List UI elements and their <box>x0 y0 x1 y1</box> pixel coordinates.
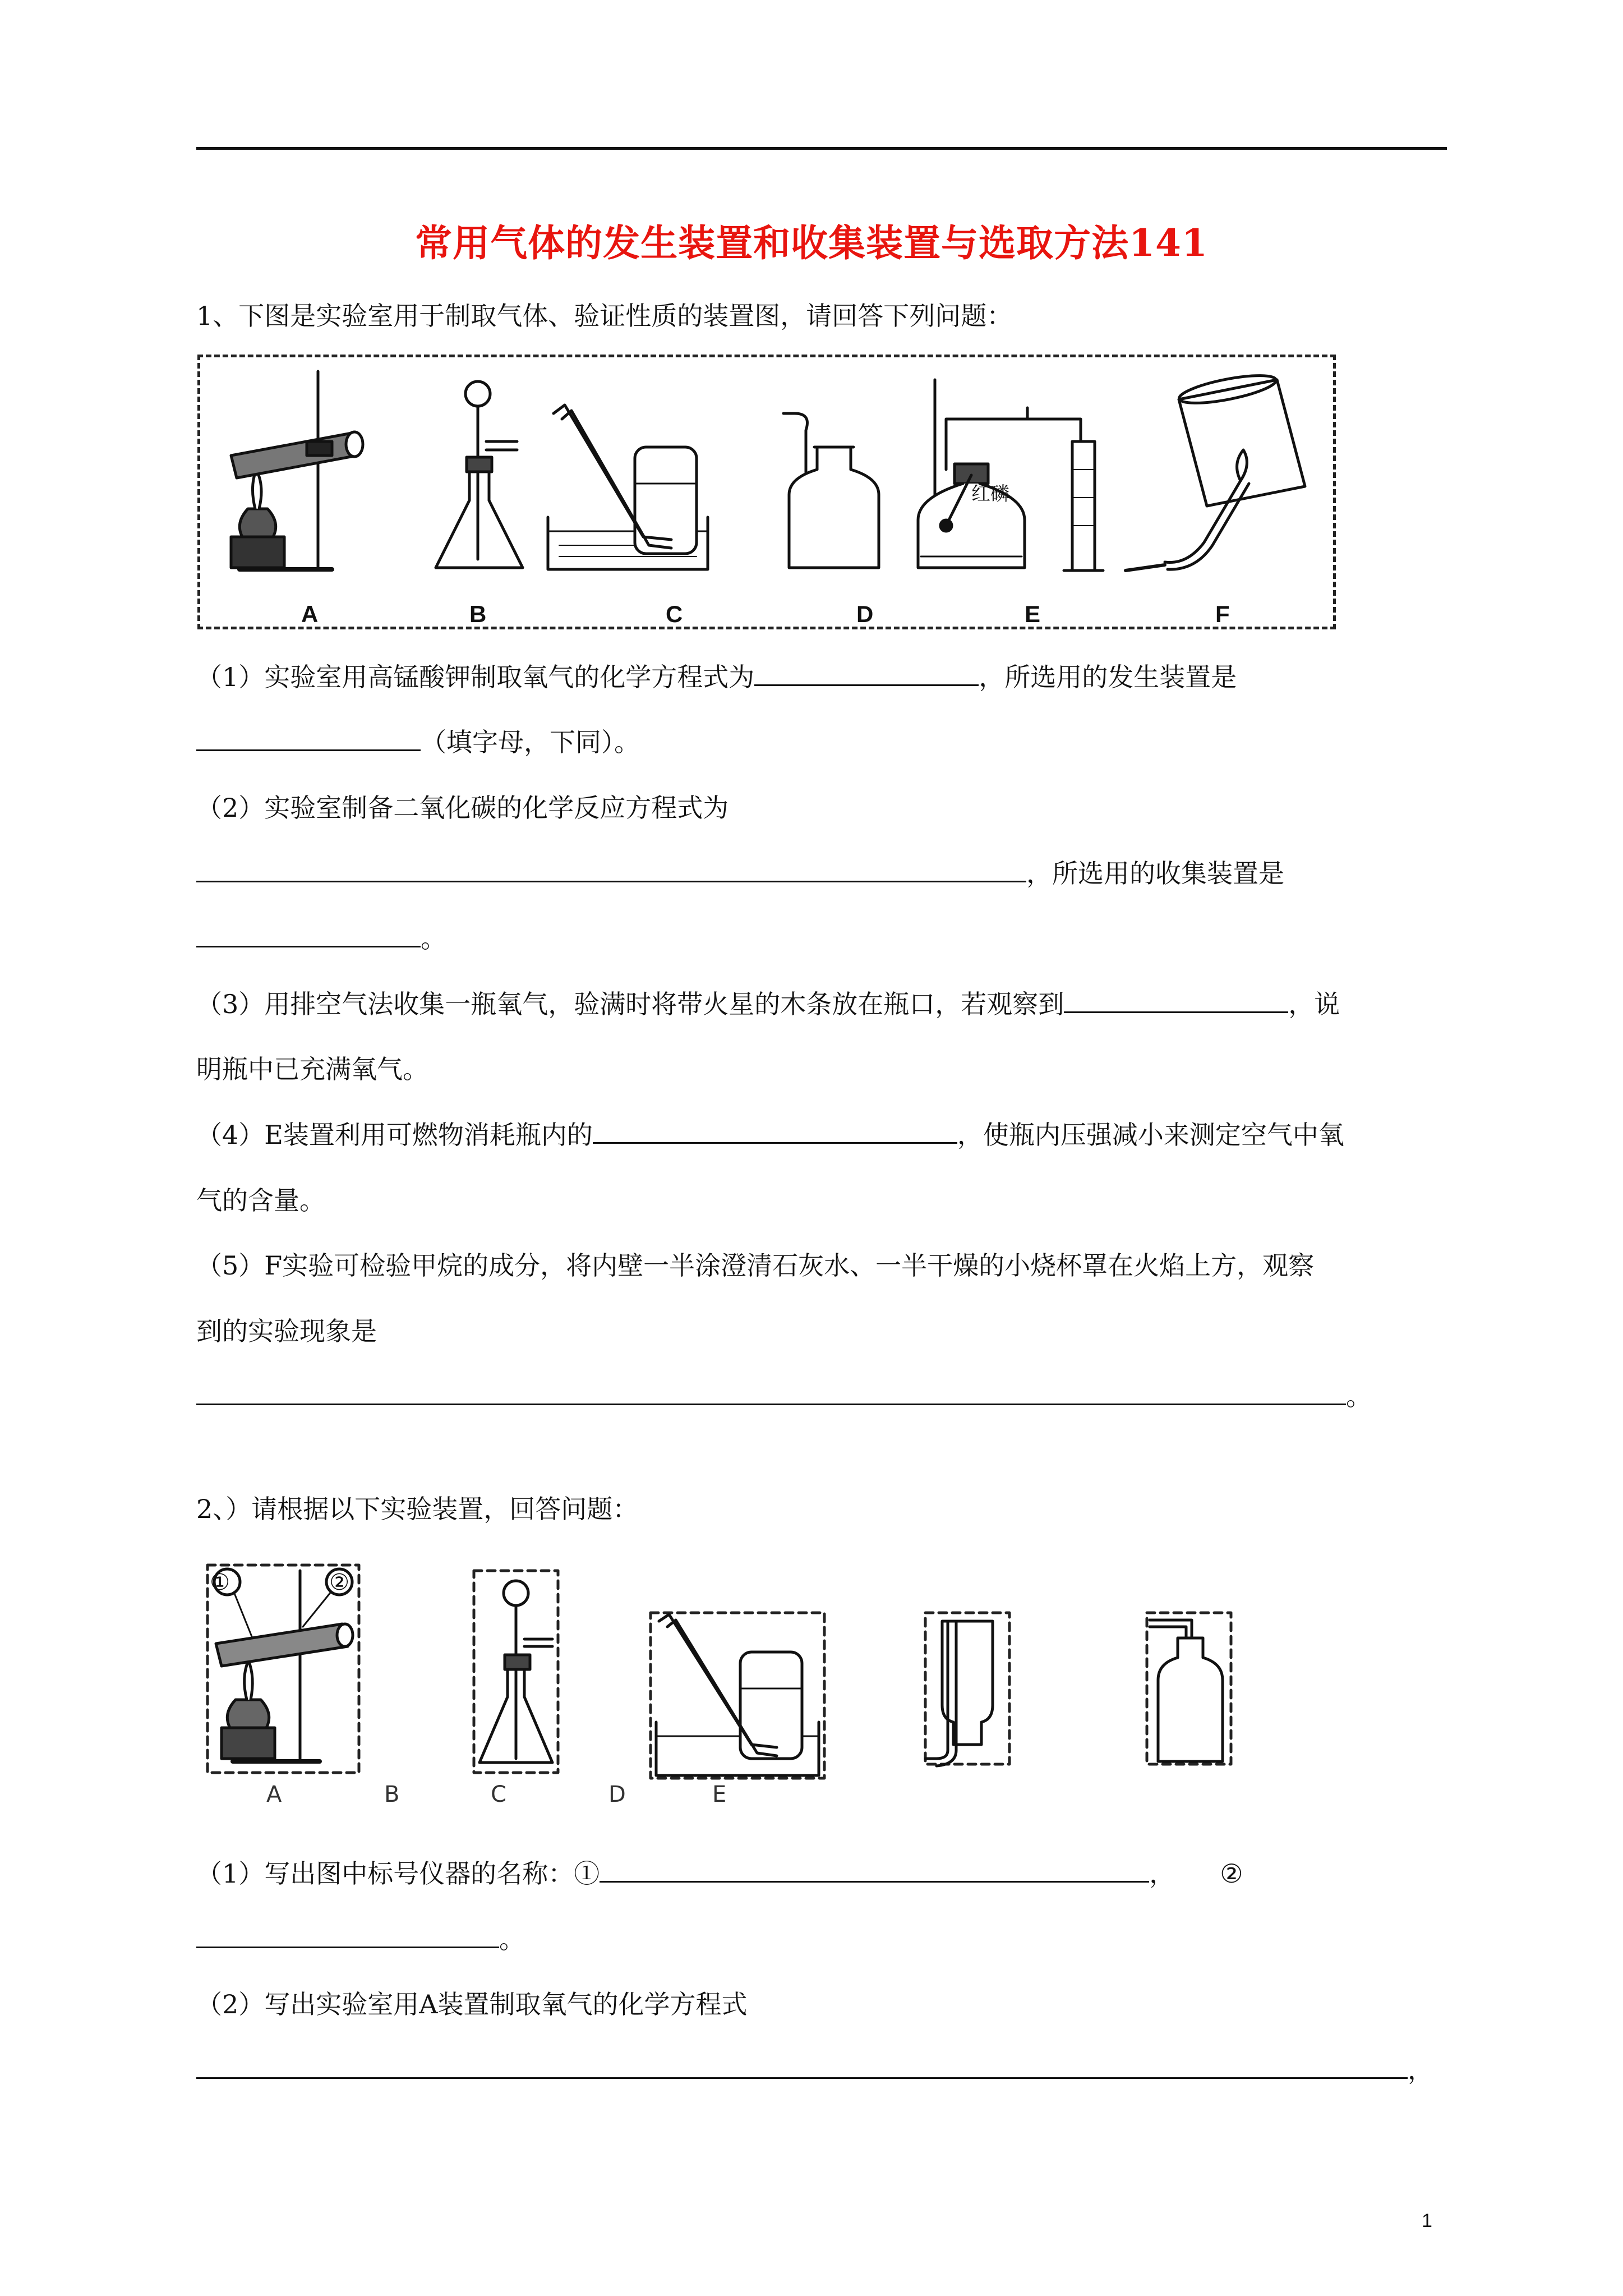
q2-part2-line1: （2）写出实验室用A装置制取氧气的化学方程式 <box>196 1989 748 2019</box>
marker-1: ① <box>210 1570 230 1595</box>
q2-part2-text-b: ， <box>1408 2055 1433 2085</box>
q1-part1-blank-device[interactable] <box>196 726 421 751</box>
q1-part2-line3 <box>196 922 446 955</box>
q2-part1-line1 <box>196 1857 1243 1890</box>
fig2-label-c: C <box>491 1782 506 1807</box>
q1-part4-blank[interactable] <box>593 1119 957 1144</box>
q1-part5-blank[interactable] <box>196 1380 1346 1405</box>
q1-apparatus-drawing <box>200 357 1339 632</box>
q1-part3-line2: 明瓶中已充满氧气。 <box>196 1054 428 1084</box>
q2-part1-text-a: （1）写出图中标号仪器的名称：① <box>196 1858 600 1889</box>
fig2-label-d: D <box>608 1782 626 1807</box>
q2-apparatus-drawing <box>199 1559 1332 1818</box>
q2-part1-text-d: 。 <box>499 1924 525 1954</box>
q2-apparatus-c-drawing <box>656 1614 819 1775</box>
fig1-label-b: B <box>469 601 487 627</box>
fig1-label-a: A <box>301 601 319 627</box>
q1-part2-line1: （2）实验室制备二氧化碳的化学反应方程式为 <box>196 793 729 823</box>
fig2-label-e: E <box>712 1782 727 1807</box>
apparatus-d-drawing <box>783 413 879 568</box>
q2-part1-text-b: ， <box>1149 1858 1175 1889</box>
q1-part4-line1 <box>196 1118 1344 1152</box>
q2-apparatus-e-drawing <box>1150 1620 1223 1761</box>
fig1-label-f: F <box>1215 601 1230 627</box>
q2-apparatus-a-drawing <box>214 1569 353 1761</box>
q1-part1-blank-equation[interactable] <box>754 661 979 686</box>
red-phosphorus-label: 红磷 <box>971 483 1009 505</box>
page-title: 常用气体的发生装置和收集装置与选取方法141 <box>415 221 1208 265</box>
q2-part1-blank-1[interactable] <box>600 1857 1149 1883</box>
q1-part1-line2 <box>196 725 640 759</box>
q1-part1-line1 <box>196 660 1237 694</box>
q2-intro: 2、）请根据以下实验装置，回答问题： <box>196 1494 639 1524</box>
q1-part2-text-b: ，所选用的收集装置是 <box>1026 858 1284 889</box>
q2-figure <box>199 1559 1332 1818</box>
q1-part5-line1: （5）F实验可检验甲烷的成分，将内壁一半涂澄清石灰水、一半干燥的小烧杯罩在火焰上方，观察 <box>196 1250 1315 1281</box>
marker-2: ② <box>329 1570 349 1595</box>
q1-part3-text-a: （3）用排空气法收集一瓶氧气，验满时将带火星的木条放在瓶口，若观察到 <box>196 989 1064 1019</box>
q2-part1-blank-2[interactable] <box>196 1923 499 1948</box>
fig1-label-e: E <box>1025 601 1041 627</box>
q1-part1-text-b: ，所选用的发生装置是 <box>979 662 1237 692</box>
fig1-label-d: D <box>856 601 874 627</box>
apparatus-b-drawing <box>436 381 523 568</box>
q1-part2-blank-collector[interactable] <box>196 922 421 947</box>
q2-part1-line2 <box>196 1922 525 1956</box>
q2-part1-text-c: ② <box>1220 1858 1243 1889</box>
q2-part2-line2 <box>196 2053 1433 2087</box>
page-number: 1 <box>1422 2210 1432 2231</box>
q1-part2-blank-equation[interactable] <box>196 857 1026 882</box>
q1-part4-text-a: （4）E装置利用可燃物消耗瓶内的 <box>196 1120 593 1150</box>
q1-part4-line2: 气的含量。 <box>196 1185 325 1216</box>
fig2-label-a: A <box>266 1782 282 1807</box>
q1-part5-line2: 到的实验现象是 <box>196 1316 377 1346</box>
q1-part1-text-a: （1）实验室用高锰酸钾制取氧气的化学方程式为 <box>196 662 755 692</box>
fig2-label-b: B <box>384 1782 400 1807</box>
apparatus-a-drawing <box>231 371 363 569</box>
q2-apparatus-d-drawing <box>925 1621 993 1766</box>
q1-part2-line2 <box>196 857 1284 890</box>
apparatus-e-drawing <box>918 380 1103 570</box>
q2-apparatus-b-drawing <box>479 1581 552 1763</box>
q1-part2-text-c: 。 <box>421 923 446 954</box>
fig1-label-c: C <box>666 601 683 627</box>
q1-figure <box>197 355 1336 629</box>
header-rule <box>196 147 1447 150</box>
q1-part3-blank[interactable] <box>1064 988 1288 1013</box>
q1-part5-line3 <box>196 1379 1372 1413</box>
q1-part4-text-b: ，使瓶内压强减小来测定空气中氧 <box>957 1120 1344 1150</box>
q1-part3-text-b: ，说 <box>1288 989 1340 1019</box>
q1-part5-text-c: 。 <box>1346 1381 1372 1411</box>
q1-intro: 1、下图是实验室用于制取气体、验证性质的装置图，请回答下列问题： <box>196 301 1013 331</box>
q2-part2-blank[interactable] <box>196 2054 1408 2079</box>
apparatus-f-drawing <box>1126 370 1305 570</box>
q1-part3-line1 <box>196 987 1340 1021</box>
apparatus-c-drawing <box>548 405 708 569</box>
q1-part1-text-c: （填字母，下同）。 <box>421 727 640 757</box>
